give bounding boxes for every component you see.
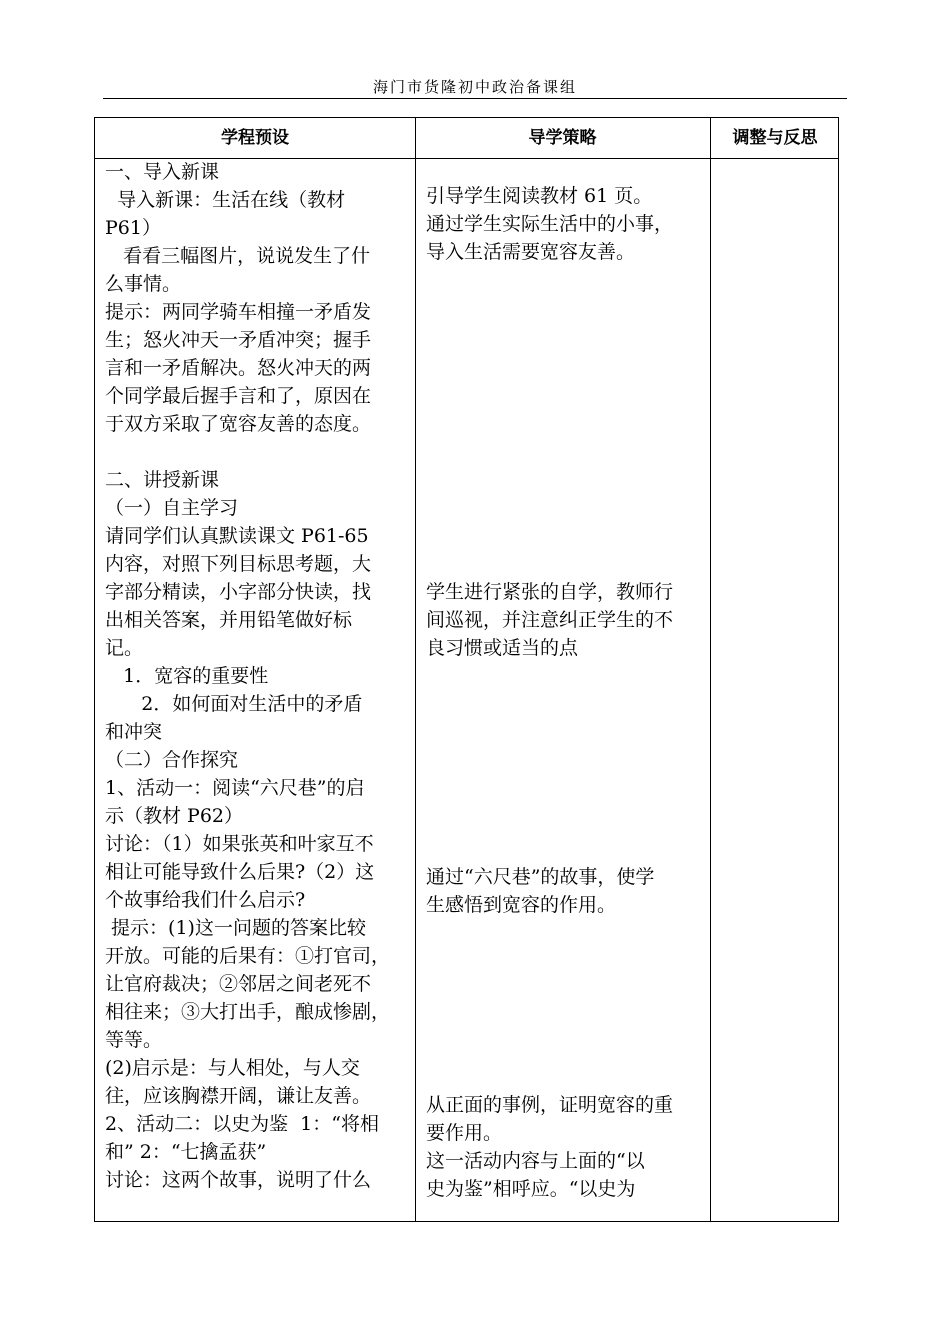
text-line: 良习惯或适当的点: [426, 637, 579, 659]
page-header-title: 海门市货隆初中政治备课组: [372, 78, 577, 96]
learning-process-column: [105, 158, 405, 1194]
text-line: 导入新课：生活在线（教材: [105, 189, 346, 211]
text-line: 1．宽容的重要性: [105, 665, 269, 687]
text-line: 开放。可能的后果有：①打官司，: [105, 945, 391, 967]
text-line: (2)启示是：与人相处，与人交: [105, 1057, 360, 1079]
text-line: 导入生活需要宽容友善。: [426, 241, 636, 263]
text-line: 个故事给我们什么启示?: [105, 889, 306, 911]
text-line: 间巡视，并注意纠正学生的不: [426, 609, 674, 631]
text-line: [105, 438, 405, 466]
text-line: 和” 2：“七擒孟获”: [105, 1141, 267, 1163]
text-line: 二、讲授新课: [105, 469, 220, 491]
column-header-adjustment-reflection: 调整与反思: [732, 128, 818, 148]
text-line: 史为鉴”相呼应。“以史为: [426, 1178, 636, 1200]
text-line: 2、活动二：以史为鉴 1：“将相: [105, 1113, 379, 1135]
lesson-plan-table: [94, 117, 839, 1222]
text-line: 言和一矛盾解决。怒火冲天的两: [105, 357, 372, 379]
text-line: （一）自主学习: [105, 497, 239, 519]
column-header-learning-process: 学程预设: [221, 128, 289, 148]
text-line: 提示：两同学骑车相撞一矛盾发: [105, 301, 372, 323]
text-line: 相往来；③大打出手，酿成惨剧，: [105, 1001, 391, 1023]
column-header-guiding-strategy: 导学策略: [528, 128, 597, 148]
text-line: 让官府裁决；②邻居之间老死不: [105, 973, 372, 995]
column-divider-2: [710, 118, 711, 1221]
text-line: 生；怒火冲天一矛盾冲突；握手: [105, 329, 372, 351]
strategy-block-six-foot-alley: [426, 863, 702, 919]
text-line: 2．如何面对生活中的矛盾: [105, 693, 363, 715]
text-line: 学生进行紧张的自学，教师行: [426, 581, 674, 603]
strategy-block-self-study: [426, 578, 702, 662]
text-line: 个同学最后握手言和了，原因在: [105, 385, 372, 407]
text-line: 请同学们认真默读课文 P61-65: [105, 525, 369, 547]
text-line: 讨论：这两个故事，说明了什么: [105, 1169, 372, 1191]
header-divider: [103, 98, 847, 99]
text-line: （二）合作探究: [105, 749, 239, 771]
text-line: 通过学生实际生活中的小事，: [426, 213, 674, 235]
column-divider-1: [415, 118, 416, 1221]
text-line: 提示：(1)这一问题的答案比较: [105, 917, 366, 939]
text-line: 字部分精读，小字部分快读，找: [105, 581, 372, 603]
text-line: 1、活动一：阅读“六尺巷”的启: [105, 777, 365, 799]
strategy-block-history: [426, 1091, 702, 1203]
text-line: 示（教材 P62）: [105, 805, 244, 827]
text-line: 通过“六尺巷”的故事，使学: [426, 866, 655, 888]
text-line: 和冲突: [105, 721, 163, 743]
text-line: 一、导入新课: [105, 161, 220, 183]
strategy-block-intro: [426, 182, 702, 266]
text-line: 这一活动内容与上面的“以: [426, 1150, 645, 1172]
text-line: P61）: [105, 217, 161, 239]
text-line: 引导学生阅读教材 61 页。: [426, 185, 653, 207]
text-line: 记。: [105, 637, 144, 659]
text-line: 相让可能导致什么后果?（2）这: [105, 861, 375, 883]
text-line: 看看三幅图片，说说发生了什: [105, 245, 371, 267]
text-line: 讨论：（1）如果张英和叶家互不: [105, 833, 374, 855]
text-line: 生感悟到宽容的作用。: [426, 894, 617, 916]
text-line: 从正面的事例，证明宽容的重: [426, 1094, 674, 1116]
text-line: 出相关答案，并用铅笔做好标: [105, 609, 353, 631]
text-line: 么事情。: [105, 273, 182, 295]
text-line: 于双方采取了宽容友善的态度。: [105, 413, 372, 435]
text-line: 等等。: [105, 1029, 163, 1051]
text-line: 往，应该胸襟开阔，谦让友善。: [105, 1085, 372, 1107]
text-line: 要作用。: [426, 1122, 503, 1144]
text-line: 内容，对照下列目标思考题，大: [105, 553, 372, 575]
